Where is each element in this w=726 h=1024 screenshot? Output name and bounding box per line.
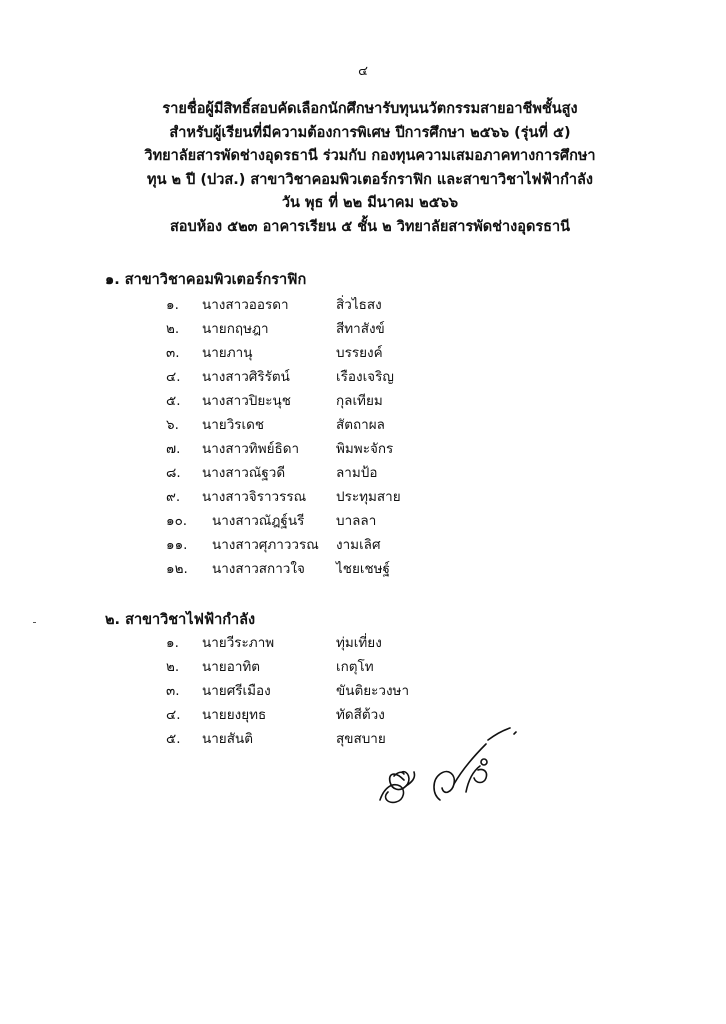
student-number: ๑. xyxy=(166,297,179,313)
section-title-computer-graphics: ๑. สาขาวิชาคอมพิวเตอร์กราฟิก xyxy=(105,272,307,288)
student-row xyxy=(166,437,446,461)
student-number: ๑๐. xyxy=(166,513,188,529)
header-line-5: วัน พุธ ที่ ๒๒ มีนาคม ๒๕๖๖ xyxy=(281,195,459,211)
student-row xyxy=(166,533,446,557)
header-line-3: วิทยาลัยสารพัดช่างอุดรธานี ร่วมกับ กองทุนความเสมอภาคทางการศึกษา xyxy=(144,148,596,164)
student-last-name: พิมพะจักร xyxy=(336,441,394,457)
student-row xyxy=(166,341,446,365)
scan-speck xyxy=(33,622,36,623)
student-first-name: นายภานุ xyxy=(202,345,253,361)
student-row xyxy=(166,461,446,485)
student-first-name: นางสาวศุภาววรณ xyxy=(212,537,319,553)
student-number: ๕. xyxy=(166,731,181,747)
student-first-name: นายศรีเมือง xyxy=(202,683,271,699)
student-number: ๖. xyxy=(166,417,179,433)
student-last-name: ทัดสีต้วง xyxy=(336,707,385,723)
student-number: ๒. xyxy=(166,321,180,337)
student-row xyxy=(166,317,446,341)
signature-icon xyxy=(370,722,530,812)
student-last-name: งามเลิศ xyxy=(336,537,381,553)
student-first-name: นางสาวออรดา xyxy=(202,297,289,313)
student-first-name: นายกฤษฎา xyxy=(202,321,269,337)
student-first-name: นายวิรเดช xyxy=(202,417,265,433)
student-last-name: สีทาสังข์ xyxy=(336,321,385,337)
student-first-name: นายสันติ xyxy=(202,731,253,747)
student-last-name: บาลลา xyxy=(336,513,377,529)
student-number: ๘. xyxy=(166,465,181,481)
student-first-name: นางสาวปิยะนุช xyxy=(202,393,291,409)
student-last-name: บรรยงค์ xyxy=(336,345,383,361)
section-title-electrical-power: ๒. สาขาวิชาไฟฟ้ากำลัง xyxy=(105,612,256,628)
student-first-name: นางสาวทิพย์ธิดา xyxy=(202,441,300,457)
student-number: ๔. xyxy=(166,707,181,723)
student-first-name: นายยงยุทธ xyxy=(202,707,267,723)
student-row xyxy=(166,389,446,413)
student-number: ๑๑. xyxy=(166,537,188,553)
student-last-name: สิ่วไธสง xyxy=(336,297,382,313)
student-last-name: ไชยเชษฐ์ xyxy=(336,561,390,577)
header-line-6: สอบห้อง ๕๒๓ อาคารเรียน ๕ ชั้น ๒ วิทยาลัยสารพัดช่างอุดรธานี xyxy=(169,218,571,235)
student-row xyxy=(166,655,446,679)
student-row xyxy=(166,509,446,533)
student-number: ๙. xyxy=(166,489,181,505)
student-last-name: ทุ่มเที่ยง xyxy=(336,635,382,651)
student-last-name: กุลเทียม xyxy=(336,393,383,409)
student-row xyxy=(166,365,446,389)
student-last-name: เรืองเจริญ xyxy=(336,369,394,385)
student-row xyxy=(166,413,446,437)
student-row xyxy=(166,293,446,317)
header-line-4: ทุน ๒ ปี (ปวส.) สาขาวิชาคอมพิวเตอร์กราฟิก และสาขาวิชาไฟฟ้ากำลัง xyxy=(147,171,593,188)
student-number: ๓. xyxy=(166,345,180,361)
student-number: ๑. xyxy=(166,635,179,651)
student-number: ๑๒. xyxy=(166,561,188,577)
student-row xyxy=(166,679,446,703)
student-first-name: นางสาวศิริรัตน์ xyxy=(202,369,290,385)
student-number: ๕. xyxy=(166,393,181,409)
student-last-name: สัตถาผล xyxy=(336,417,385,433)
header-line-1: รายชื่อผู้มีสิทธิ์สอบคัดเลือกนักศึกษารับทุนนวัตกรรมสายอาชีพชั้นสูง xyxy=(162,101,578,117)
student-first-name: นางสาวณัฐวดี xyxy=(202,465,286,481)
student-first-name: นางสาวสกาวใจ xyxy=(212,561,305,577)
student-last-name: สุขสบาย xyxy=(336,731,386,747)
student-row xyxy=(166,557,446,581)
document-header xyxy=(110,98,630,239)
student-number: ๔. xyxy=(166,369,181,385)
student-number: ๗. xyxy=(166,441,181,457)
student-last-name: ลามป้อ xyxy=(336,465,378,481)
page-number: ๔ xyxy=(358,64,368,79)
student-last-name: เกตุโท xyxy=(336,659,374,675)
student-last-name: ประทุมสาย xyxy=(336,489,401,505)
student-number: ๒. xyxy=(166,659,180,675)
student-row xyxy=(166,631,446,655)
student-list-computer-graphics xyxy=(166,293,446,581)
student-number: ๓. xyxy=(166,683,180,699)
student-row xyxy=(166,485,446,509)
student-first-name: นางสาวณัฎฐ์นรี xyxy=(212,513,305,529)
student-first-name: นางสาวจิราวรรณ xyxy=(202,489,307,505)
student-first-name: นายวีระภาพ xyxy=(202,635,275,651)
student-last-name: ขันติยะวงษา xyxy=(336,683,410,699)
header-line-2: สำหรับผู้เรียนที่มีความต้องการพิเศษ ปีการศึกษา ๒๕๖๖ (รุ่นที่ ๕) xyxy=(169,124,571,141)
student-first-name: นายอาทิต xyxy=(202,659,261,675)
